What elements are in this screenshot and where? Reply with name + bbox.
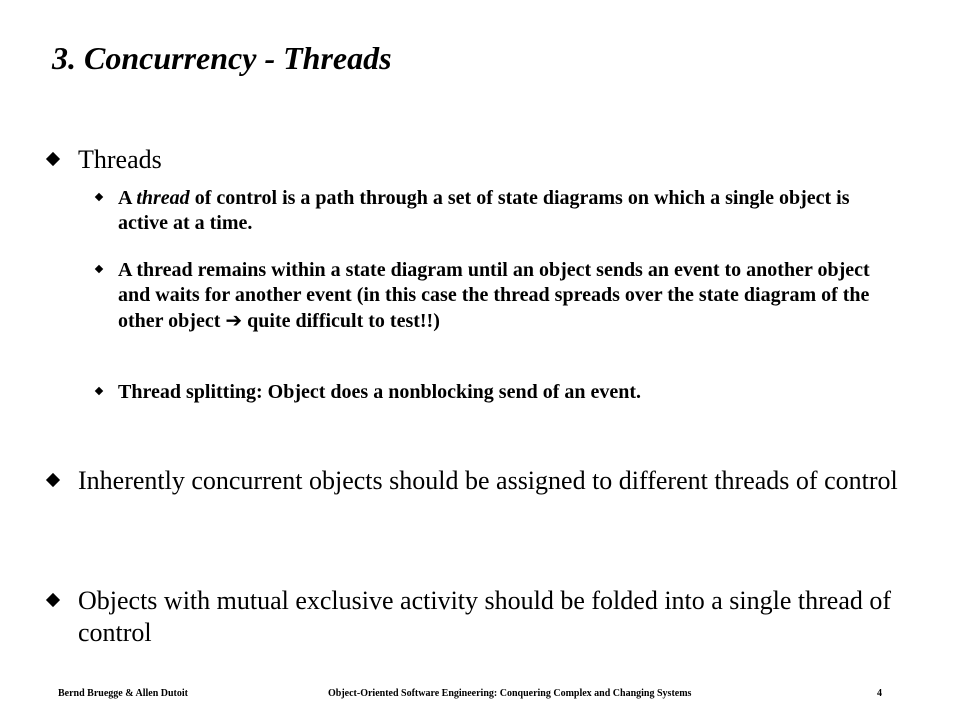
footer-page-number: 4 xyxy=(877,688,882,699)
bullet-text: Inherently concurrent objects should be assigned to different threads of control xyxy=(78,466,898,495)
diamond-bullet-icon xyxy=(46,593,60,607)
bullet-inherently-concurrent xyxy=(48,465,918,497)
subbullet-text: Thread splitting: Object does a nonblocking send of an event. xyxy=(118,381,642,403)
bullet-text: Threads xyxy=(78,145,162,174)
subbullet-thread-definition xyxy=(96,186,896,236)
right-arrow-icon: ➔ xyxy=(225,308,243,332)
text-segment: quite difficult to test!!) xyxy=(242,310,440,332)
subbullet-thread-splitting xyxy=(96,380,896,405)
text-segment: of control is a path through a set of state diagrams on which a single object is active at a time. xyxy=(118,187,850,234)
footer-book-title: Object-Oriented Software Engineering: Conquering Complex and Changing Systems xyxy=(328,688,692,699)
subbullet-thread-remains xyxy=(96,258,896,334)
diamond-bullet-icon xyxy=(95,193,103,201)
bullet-text: Objects with mutual exclusive activity should be folded into a single thread of control xyxy=(78,586,892,647)
bullet-mutual-exclusive xyxy=(48,585,918,649)
emphasis-thread: thread xyxy=(136,187,190,209)
subbullet-text xyxy=(118,258,896,334)
bullet-threads xyxy=(48,144,918,176)
slide-title: 3. Concurrency - Threads xyxy=(52,40,392,76)
diamond-bullet-icon xyxy=(95,387,103,395)
diamond-bullet-icon xyxy=(46,152,60,166)
diamond-bullet-icon xyxy=(46,473,60,487)
text-segment: A xyxy=(118,187,137,209)
diamond-bullet-icon xyxy=(95,265,103,273)
text-segment: A thread remains within a state diagram until an object sends an event to another object and waits for another event (in this case the thread spreads over the state diagram of the other object xyxy=(118,259,870,332)
footer-authors: Bernd Bruegge & Allen Dutoit xyxy=(58,688,188,699)
subbullet-text xyxy=(118,186,896,236)
